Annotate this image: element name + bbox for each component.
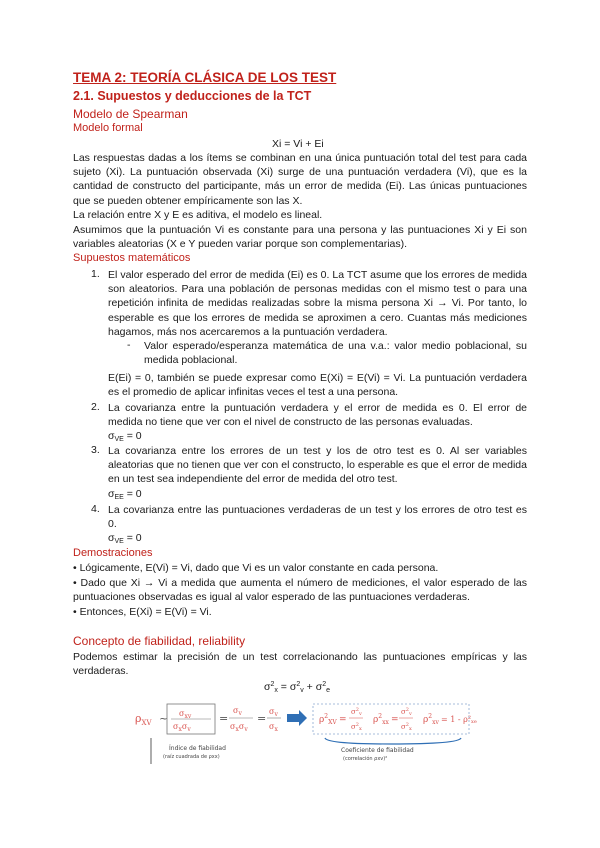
section-heading: 2.1. Supuestos y deducciones de la TCT bbox=[73, 89, 312, 103]
modelo-paragraph-2: La relación entre X y E es aditiva, el modelo es lineal. bbox=[73, 209, 323, 221]
svg-text:(raíz cuadrada de ρxx): (raíz cuadrada de ρxx) bbox=[163, 754, 220, 760]
item-1-extra: E(Ei) = 0, también se puede expresar como E(Xi) = E(Vi) = Vi. La puntuación verdadera es el promedio de aplicar infinitas veces el test a una persona. bbox=[108, 372, 527, 399]
reliability-formula-svg bbox=[129, 696, 477, 766]
rho-xv-text: $\rho_{XV}$ bbox=[135, 712, 152, 727]
fiabilidad-heading: Concepto de fiabilidad, reliability bbox=[73, 634, 246, 648]
item-2-number: 2. bbox=[91, 401, 100, 413]
svg-text:=: = bbox=[257, 712, 267, 725]
main-formula: Xi = Vi + Ei bbox=[272, 138, 324, 150]
item-3-number: 3. bbox=[91, 444, 100, 456]
svg-text:=: = bbox=[219, 712, 229, 725]
svg-text:σv: $\sigma_v$ bbox=[233, 706, 242, 717]
item-4-covariance: σVE = 0 bbox=[108, 532, 142, 545]
svg-text:σ2x: $\sigma^2_x$ bbox=[401, 722, 412, 732]
item-2-text: La covarianza entre la puntuación verdadera y el error de medida es 0. El error de medida no tiene que ver con el nivel de constructo de las personas evaluadas. bbox=[108, 402, 527, 429]
item-4-number: 4. bbox=[91, 503, 100, 515]
page-title: TEMA 2: TEORÍA CLÁSICA DE LOS TEST bbox=[73, 70, 337, 85]
item-3-text: La covarianza entre los errores de un test y los de otro test es 0. Al ser variables aleatorias que no tienen que ver con el constructo, lo esperable es que el error de medida en un test sea independiente del error de medida del otro test. bbox=[108, 445, 527, 486]
svg-text:ρ2xv: $\rho^2_{xv}$ bbox=[423, 713, 439, 726]
svg-text:σv: $\sigma_v$ bbox=[269, 707, 278, 718]
indice-label: Índice de fiabilidad bbox=[169, 745, 226, 752]
svg-text:ρ2xx: $\rho^2_{xx}$ bbox=[373, 713, 389, 726]
modelo-formal-heading: Modelo formal bbox=[73, 122, 143, 134]
svg-text:σxσv: $\sigma_x\sigma_v$ bbox=[230, 722, 248, 733]
svg-text:(correlación ρxv)²: (correlación ρxv)² bbox=[343, 756, 388, 762]
demostracion-line-1: • Lógicamente, E(Vi) = Vi, dado que Vi es un valor constante en cada persona. bbox=[73, 562, 439, 574]
variance-formula: $\sigma^2x = \sigma^2v + \sigma^2e$ bbox=[264, 681, 331, 694]
fiabilidad-paragraph: Podemos estimar la precisión de un test correlacionando las puntuaciones empíricas y las verdaderas. bbox=[73, 651, 527, 678]
item-1-number: 1. bbox=[91, 268, 100, 280]
modelo-paragraph-3: Asumimos que la puntuación Vi es constante para una persona y las puntuaciones Xi y Ei son variables aleatorias (X e Y pueden variar porque son complementarias). bbox=[73, 224, 527, 251]
item-1-bullet: Valor esperado/esperanza matemática de una v.a.: valor medio poblacional, su medida poblacional. bbox=[144, 340, 527, 367]
item-3-covariance: σEE = 0 bbox=[108, 488, 142, 501]
item-4-text: La covarianza entre las puntuaciones verdaderas de un test y los errores de otro test es 0. bbox=[108, 504, 527, 531]
reliability-formula-image bbox=[129, 696, 477, 766]
svg-text:σ2v: $\sigma^2_v$ bbox=[351, 707, 362, 717]
supuestos-heading: Supuestos matemáticos bbox=[73, 252, 191, 264]
svg-text:σxσv: $\sigma_x\sigma_v$ bbox=[173, 722, 191, 733]
svg-text:=: = bbox=[391, 715, 399, 725]
subsection-heading: Modelo de Spearman bbox=[73, 107, 188, 121]
modelo-paragraph-1: Las respuestas dadas a los ítems se combinan en una única puntuación total del test para cada sujeto (Xi). La puntuación observada (Xi) surge de una puntuación verdadera (Vi), que es la cantidad de constructo del participante, más un error de medida (Ei). Las únicas puntuaciones que se pueden obtener empíricamente son las X. bbox=[73, 152, 527, 207]
svg-text:σx: $\sigma_x$ bbox=[269, 722, 278, 733]
coef-label: Coeficiente de fiabilidad bbox=[341, 747, 414, 754]
svg-text:= 1 - ρ2xe: = $1 - \rho^2_{xe}$ bbox=[441, 715, 477, 725]
svg-text:σxv: $\sigma_{xv}$ bbox=[179, 709, 192, 720]
svg-text:=: = bbox=[339, 715, 347, 725]
svg-text:σ2x: $\sigma^2_x$ bbox=[351, 722, 362, 732]
item-2-covariance: σVE = 0 bbox=[108, 430, 142, 443]
svg-text:~: ~ bbox=[159, 712, 169, 725]
item-1-dash: - bbox=[127, 339, 131, 351]
item-1-text: El valor esperado del error de medida (Ei) es 0. La TCT asume que los errores de medida son aleatorios. Para una población de personas medidas con el mismo test o para una repetición infinita de medidas realizadas sobre la misma persona Xi → Vi. Por tanto, lo esperable es que los errores de medida se aproximen a cero. Cuantas más mediciones hagamos, más nos acercaremos a la puntuación verdadera. bbox=[108, 269, 527, 338]
svg-text:ρ2XV: $\rho^2_{XV}$ bbox=[319, 713, 337, 726]
demostracion-line-2: • Dado que Xi → Vi a medida que aumenta el número de mediciones, el valor esperado de las puntuaciones observadas es igual al valor esperado de las puntuaciones verdaderas. bbox=[73, 577, 527, 604]
svg-text:σ2v: $\sigma^2_v$ bbox=[401, 707, 412, 717]
demostracion-line-3: • Entonces, E(Xi) = E(Vi) = Vi. bbox=[73, 606, 212, 618]
demostraciones-heading: Demostraciones bbox=[73, 547, 153, 559]
